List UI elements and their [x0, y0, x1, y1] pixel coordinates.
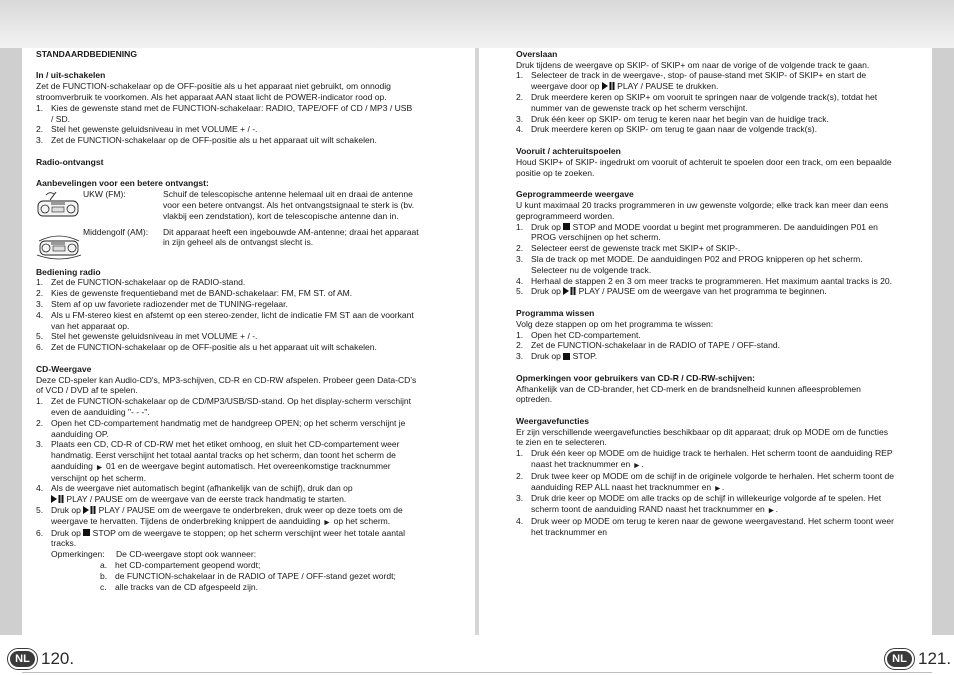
page-number-left: [8, 646, 74, 672]
list-item: 4. Druk meerdere keren op SKIP- om terug te gaan naar de volgende track(s).: [516, 124, 817, 135]
play-triangle-icon: ►: [632, 460, 642, 471]
list-item: 2. Open het CD-compartement handmatig met de handgreep OPEN; op het scherm verschijnt je aanduiding OP.: [36, 417, 406, 439]
am-label: Middengolf (AM):: [83, 226, 149, 237]
list-item: 1. Druk op STOP and MODE voordat u begint met programmeren. De aanduidingen P01 en PROG verschijnen op het scherm.: [516, 221, 878, 243]
skip-heading: Overslaan: [516, 48, 558, 59]
play-triangle-icon: ►: [713, 482, 722, 493]
fm-recommendation: [36, 189, 439, 221]
list-item: 2. Selecteer eerst de gewenste track met SKIP+ of SKIP-.: [516, 243, 741, 254]
remark-item: a. het CD-compartement geopend wordt;: [100, 560, 261, 571]
list-item: 1. Open het CD-compartement.: [516, 329, 641, 340]
list-item: 3. Druk drie keer op MODE om alle tracks op de schijf in willekeurige volgorde af te spelen. Het scherm toont de aanduiding RAND naast het tracknummer en ►.: [516, 493, 882, 516]
playback-modes-heading: Weergavefuncties: [516, 415, 589, 426]
list-item: 6. Zet de FUNCTION-schakelaar op de OFF-positie als u het apparaat uit wilt schakelen.: [36, 342, 377, 353]
language-badge: NL: [8, 649, 37, 669]
page-number-right: [885, 646, 951, 672]
radio-fm-antenna-icon: [36, 191, 82, 219]
program-intro-line: U kunt maximaal 20 tracks programmeren in uw gewenste volgorde; elke track kan meer dan eens: [516, 199, 889, 210]
page-title: STANDAARDBEDIENING: [36, 48, 137, 59]
header-band: [0, 0, 954, 48]
list-item: 3. Plaats een CD, CD-R of CD-RW met het etiket omhoog, en sluit het CD-compartement weer handmatig. Eerst verschijnt het totaal aantal tracks op het scherm, dan toont het scherm de aanduiding ► 01 en de weergave begint automatisch. Het overeenkomstige tracknummer verschijnt op het scherm.: [36, 439, 400, 483]
playback-intro-line: te zien en te selecteren.: [516, 437, 607, 448]
power-intro-line: Zet de FUNCTION-schakelaar op de OFF-positie als u het apparaat niet gebruikt, om onnodig: [36, 81, 391, 92]
page-number: 120.: [41, 649, 75, 668]
play-triangle-icon: ►: [95, 461, 104, 472]
play-triangle-icon: ►: [767, 505, 776, 516]
cdr-heading: Opmerkingen voor gebruikers van CD-R / CD-RW-schijven:: [516, 372, 756, 383]
fm-text: Schuif de telescopische antenne helemaal uit en draai de antenne voor een betere ontvangst. Als het ontvangstsignaal te sterk is (bv. vlakbij een zendstation), kort de telescopische antenne dan in.: [163, 189, 415, 221]
list-item: 2. Druk twee keer op MODE om de schijf in de originele volgorde te herhalen. Het scherm toont de aanduiding REP ALL naast het tracknummer en ►.: [516, 470, 894, 493]
list-item: 1. Druk één keer op MODE om de huidige track te herhalen. Het scherm toont de aanduiding REP naast het tracknummer en ►.: [516, 448, 893, 471]
remarks: Opmerkingen: De CD-weergave stopt ook wanneer:: [51, 549, 257, 560]
list-item: 3. Zet de FUNCTION-schakelaar op de OFF-positie als u het apparaat uit wilt schakelen.: [36, 135, 377, 146]
list-item: 3. Sla de track op met MODE. De aanduidingen P02 and PROG knipperen op het scherm. Selecteer nu de volgende track.: [516, 253, 863, 275]
list-item: 2. Zet de FUNCTION-schakelaar in de RADIO of TAPE / OFF-stand.: [516, 340, 781, 351]
clear-intro: Volg deze stappen op om het programma te wissen:: [516, 318, 714, 329]
skip-intro: Druk tijdens de weergave op SKIP- of SKIP+ om naar de vorige of de volgende track te gaan.: [516, 59, 870, 70]
playback-intro-line: Er zijn verschillende weergavefuncties beschikbaar op dit apparaat; druk op MODE om de functies: [516, 426, 888, 437]
list-item: 5. Druk op PLAY / PAUSE om de weergave te onderbreken, druk weer op deze toets om de weergave te hervatten. Tijdens de onderbreking knippert de aanduiding ► op het scherm.: [36, 505, 403, 527]
list-item: 5. Druk op PLAY / PAUSE om de weergave van het programma te beginnen.: [516, 286, 827, 297]
list-item: 1. Selecteer de track in de weergave-, stop- of pause-stand met SKIP- of SKIP+ en start de weergave door op PLAY / PAUSE te drukken.: [516, 70, 867, 92]
list-item: 4. Als de weergave niet automatisch begint (afhankelijk van de schijf), druk dan op PLAY / PAUSE om de weergave van de eerste track handmatig te starten.: [36, 483, 353, 505]
bottom-rule: [22, 672, 932, 673]
cdr-line: optreden.: [516, 394, 553, 405]
cdr-line: Afhankelijk van de CD-brander, het CD-merk en de brandsnelheid kunnen afleesproblemen: [516, 383, 861, 394]
reception-heading: Aanbevelingen voor een betere ontvangst:: [36, 178, 209, 189]
list-item: 3. Druk één keer op SKIP- om terug te keren naar het begin van de huidige track.: [516, 113, 829, 124]
left-page: [36, 48, 439, 592]
remark-item: b. de FUNCTION-schakelaar in de RADIO of TAPE / OFF-stand gezet wordt;: [100, 570, 396, 581]
program-heading: Geprogrammeerde weergave: [516, 189, 634, 200]
list-item: 6. Druk op STOP om de weergave te stoppen; op het scherm verschijnt weer het totale aantal tracks.: [36, 527, 405, 549]
list-item: 3. Druk op STOP.: [516, 351, 598, 362]
list-item: 1. Kies de gewenste stand met de FUNCTION-schakelaar: RADIO, TAPE/OFF of CD / MP3 / USB / SD.: [36, 102, 413, 124]
play-pause-icon: [83, 506, 96, 514]
list-item: 3. Stem af op uw favoriete radiozender met de TUNING-regelaar.: [36, 298, 288, 309]
cd-heading: CD-Weergave: [36, 363, 92, 374]
list-item: 5. Stel het gewenste geluidsniveau in met VOLUME + / -.: [36, 331, 258, 342]
radio-am-antenna-icon: [36, 233, 82, 261]
list-item: 1. Zet de FUNCTION-schakelaar op de RADIO-stand.: [36, 277, 246, 288]
power-heading: In / uit-schakelen: [36, 70, 106, 81]
am-text: Dit apparaat heeft een ingebouwde AM-antenne; draai het apparaat in zijn geheel als de ontvangst slecht is.: [163, 226, 419, 248]
search-heading: Vooruit / achteruitspoelen: [516, 145, 621, 156]
center-gutter: [475, 48, 479, 635]
right-page: [516, 48, 920, 538]
list-item: 2. Druk meerdere keren op SKIP+ om vooruit te springen naar de volgende track(s), totdat het nummer van de gewenste track op het scherm verschijnt.: [516, 91, 878, 113]
list-item: 4. Herhaal de stappen 2 en 3 om meer tracks te programmeren. Het maximum aantal tracks is 20.: [516, 275, 893, 286]
power-intro-line: stroomverbruik te voorkomen. Als het apparaat AAN staat licht de POWER-indicator rood op.: [36, 91, 387, 102]
cd-intro-line: Deze CD-speler kan Audio-CD's, MP3-schijven, CD-R en CD-RW afspelen. Probeer geen Data-CD's: [36, 374, 417, 385]
cd-intro-line: of VCD / DVD af te spelen.: [36, 385, 138, 396]
remark-item: c. alle tracks van de CD afgespeeld zijn.: [100, 581, 258, 592]
list-item: 1. Zet de FUNCTION-schakelaar op de CD/MP3/USB/SD-stand. Op het display-scherm verschijnt even de aanduiding "- - -".: [36, 396, 412, 417]
clear-heading: Programma wissen: [516, 307, 595, 318]
page-number: 121.: [918, 649, 952, 668]
play-pause-icon: [563, 287, 576, 295]
fm-label: UKW (FM):: [83, 189, 126, 200]
language-badge: NL: [885, 649, 914, 669]
program-intro-line: geprogrammeerd worden.: [516, 210, 615, 221]
right-margin-strip: [932, 48, 954, 635]
list-item: 4. Als u FM-stereo kiest en afstemt op een stereo-zender, licht de indicatie FM ST aan de voorkant van het apparaat op.: [36, 309, 414, 331]
am-recommendation: [36, 227, 439, 267]
search-line: positie op te zoeken.: [516, 167, 595, 178]
play-pause-icon: [51, 495, 64, 503]
list-item: 2. Stel het gewenste geluidsniveau in met VOLUME + / -.: [36, 124, 258, 135]
play-triangle-icon: ►: [322, 516, 332, 527]
left-margin-strip: [0, 48, 22, 635]
list-item: 4. Druk weer op MODE om terug te keren naar de gewone weergavestand. Het scherm toont weer het tracknummer en: [516, 516, 894, 537]
search-line: Houd SKIP+ of SKIP- ingedrukt om vooruit of achteruit te spoelen door een track, om een bepaalde: [516, 156, 892, 167]
list-item: 2. Kies de gewenste frequentieband met de BAND-schakelaar: FM, FM ST. of AM.: [36, 288, 353, 299]
radio-operation-heading: Bediening radio: [36, 266, 101, 277]
radio-heading: Radio-ontvangst: [36, 156, 104, 167]
play-pause-icon: [602, 82, 615, 90]
